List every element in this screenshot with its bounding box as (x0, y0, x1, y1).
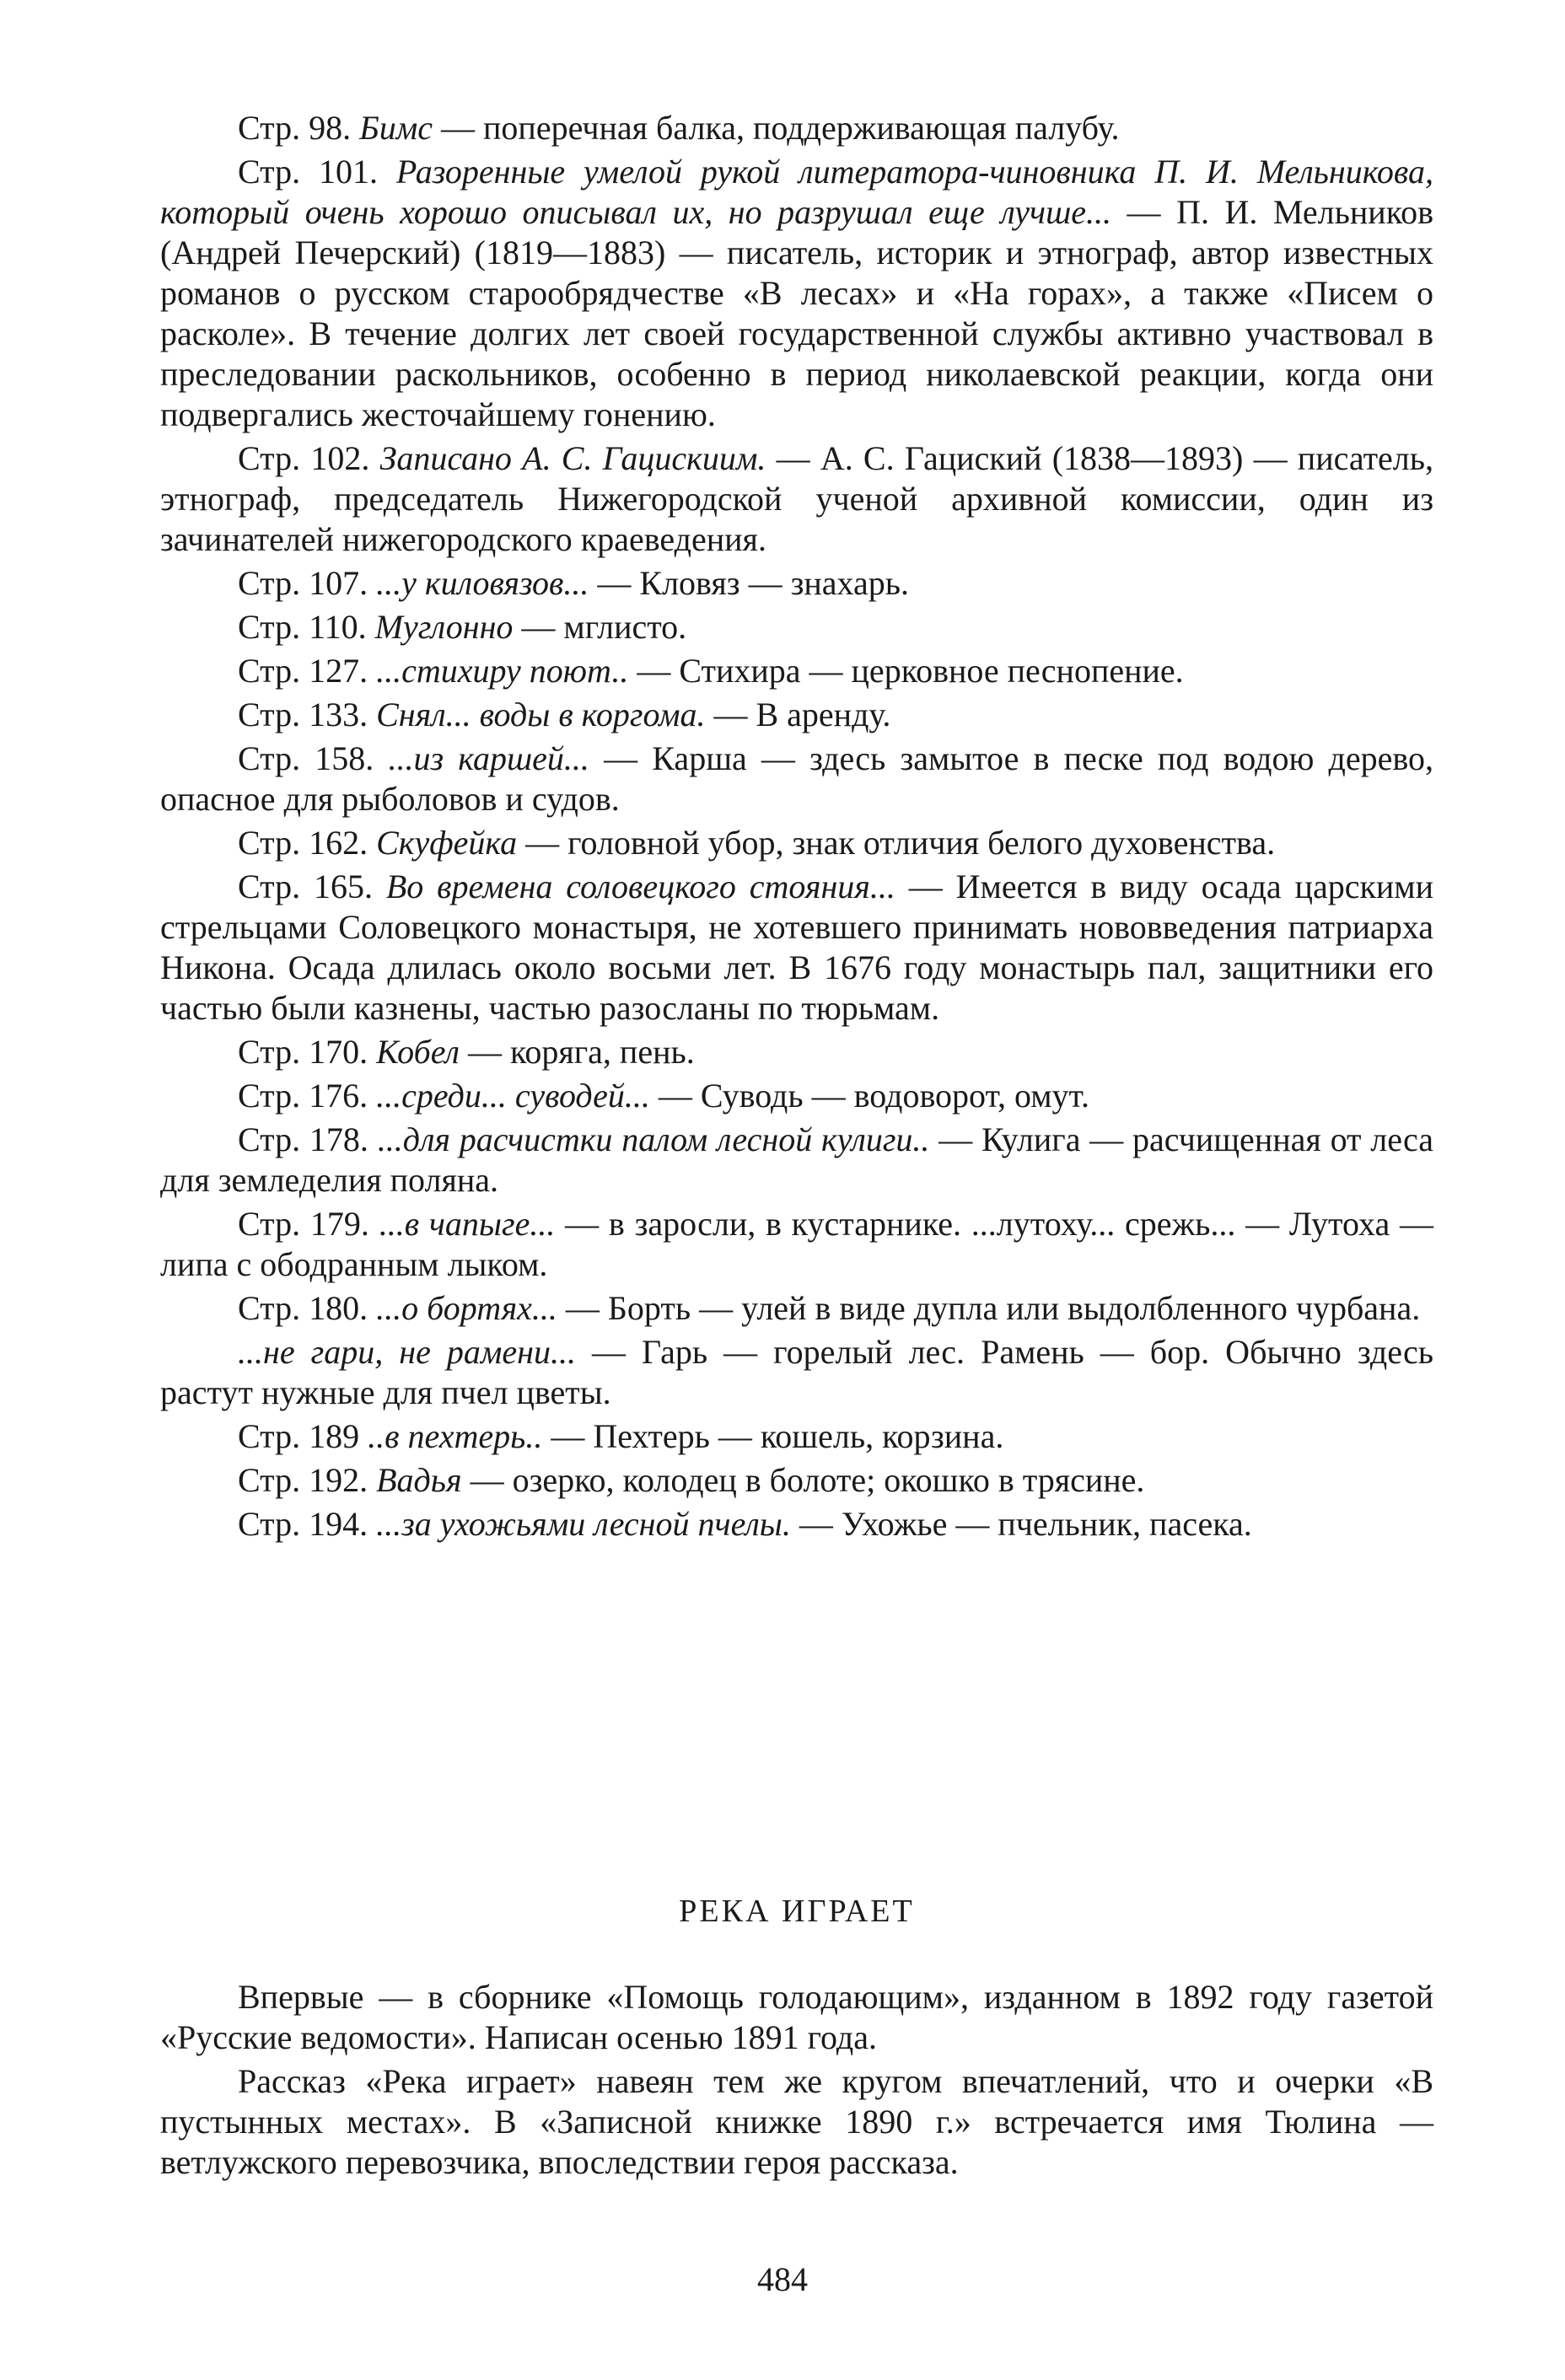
note-ref: Стр. 110. (238, 608, 367, 646)
note-ref: Стр. 162. (238, 824, 368, 862)
note-quote: ...в чапыге... (379, 1205, 556, 1243)
note-quote: ...для расчистки палом лесной кулиги.. (377, 1120, 930, 1158)
note-text: — головной убор, знак отличия белого духовенства. (517, 824, 1276, 862)
note-ref: Стр. 133. (238, 696, 368, 733)
note-paragraph (160, 438, 1433, 560)
note-paragraph (160, 1288, 1433, 1329)
note-text: — А. С. Гациский (1838—1893) — писатель, этнограф, председатель Нижегородской ученой архивной комиссии, один из зачинателей нижегородского краеведения. (160, 439, 1434, 558)
note-text: — Ухожье — пчельник, пасека. (790, 1505, 1252, 1543)
note-quote: ..в пехтерь.. (368, 1417, 543, 1455)
note-ref: Стр. 178. (238, 1120, 368, 1158)
note-quote: Кобел (376, 1033, 460, 1071)
note-text: — Карша — здесь замытое в песке под водою дерево, опасное для рыболовов и судов. (160, 739, 1434, 818)
note-paragraph (160, 1504, 1433, 1545)
note-quote: ...из каршей... (388, 739, 589, 777)
intro-paragraph: Впервые — в сборнике «Помощь голодающим», изданном в 1892 году газетой «Русские ведомости». Написан осенью 1891 года. (160, 1978, 1433, 2056)
note-paragraph (160, 1076, 1433, 1116)
note-ref: Стр. 180. (238, 1289, 368, 1327)
note-paragraph (160, 823, 1433, 863)
note-paragraph (160, 867, 1433, 1029)
note-text: — Имеется в виду осада царскими стрельцами Соловецкого монастыря, не хотевшего принимать нововведения патриарха Никона. Осада длилась около восьми лет. В 1676 году монастырь пал, защитники его частью были казнены, частью разосланы по тюрьмам. (160, 868, 1434, 1027)
note-ref: Стр. 158. (238, 739, 374, 777)
note-quote: ...о бортях... (376, 1289, 557, 1327)
note-paragraph (160, 739, 1433, 819)
note-quote: ...у киловязов... (376, 564, 589, 602)
note-quote: Снял... воды в коргома. (376, 696, 706, 733)
note-text: — Стихира — церковное песнопение. (628, 652, 1184, 690)
note-quote: ...стихиру поют.. (376, 652, 629, 690)
note-paragraph (160, 651, 1433, 691)
note-quote: ...среди... суводей... (376, 1077, 650, 1115)
note-text: — Кулига — расчищенная от леса для земледелия поляна. (160, 1120, 1434, 1199)
note-ref: Стр. 98. (238, 109, 352, 147)
note-paragraph (160, 1032, 1433, 1072)
note-quote: ...не гари, не рамени... (238, 1333, 576, 1371)
note-quote: Вадья (376, 1461, 462, 1499)
note-ref: Стр. 192. (238, 1461, 368, 1499)
note-paragraph (160, 108, 1433, 148)
note-ref: Стр. 101. (238, 153, 378, 191)
note-text: — в заросли, в кустарнике. ...лутоху... срежь... — Лутоха — липа с ободранным лыком. (160, 1205, 1433, 1283)
note-text: — Пехтерь — кошель, корзина. (542, 1417, 1004, 1455)
note-text: — мглисто. (513, 608, 687, 646)
note-ref: Стр. 189 (238, 1417, 360, 1455)
note-quote: Записано А. С. Гацискиим. (379, 439, 766, 477)
note-paragraph (160, 1120, 1433, 1201)
note-ref: Стр. 194. (238, 1505, 368, 1543)
intro-paragraph: Рассказ «Река играет» навеян тем же кругом впечатлений, что и очерки «В пустынных местах». В «Записной книжке 1890 г.» встречается имя Тюлина — ветлужского перевозчика, впоследствии героя рассказа. (160, 2062, 1433, 2181)
note-quote: Муглонно (374, 608, 514, 646)
note-quote: Бимс (359, 109, 433, 147)
note-text: — озерко, колодец в болоте; окошко в трясине. (461, 1461, 1145, 1499)
note-text: — Кловяз — знахарь. (589, 564, 910, 602)
note-ref: Стр. 165. (238, 868, 373, 905)
note-text: — поперечная балка, поддерживающая палубу. (433, 109, 1120, 147)
note-ref: Стр. 102. (238, 439, 370, 477)
note-ref: Стр. 107. (238, 564, 368, 602)
note-quote: Скуфейка (376, 824, 518, 862)
note-paragraph (160, 1416, 1433, 1457)
note-quote: Во времена соловецкого стояния... (385, 868, 895, 905)
note-text: — П. И. Мельников (Андрей Печерский) (1819—1883) — писатель, историк и этнограф, автор известных романов о русском старообрядчестве «В лесах» и «На горах», а также «Писем о расколе». В течение долгих лет своей государственной службы активно участвовал в преследовании раскольников, особенно в период николаевской реакции, когда они подвергались жесточайшему гонению. (160, 193, 1433, 433)
notes-list (160, 108, 1433, 1548)
note-text: — коряга, пень. (459, 1033, 695, 1071)
note-paragraph (160, 563, 1433, 604)
note-paragraph (160, 1204, 1433, 1285)
note-paragraph (160, 152, 1433, 435)
note-ref: Стр. 179. (238, 1205, 369, 1243)
note-paragraph (160, 607, 1433, 647)
section-heading: РЕКА ИГРАЕТ (679, 1894, 915, 1929)
note-paragraph (160, 695, 1433, 735)
page-number: 484 (757, 2260, 808, 2298)
note-text: — В аренду. (705, 696, 891, 733)
note-text: — Суводь — водоворот, омут. (649, 1077, 1090, 1115)
note-quote: Разоренные умелой рукой литератора-чиновника П. И. Мельникова, который очень хорошо описывал их, но разрушал еще лучше... (160, 153, 1433, 231)
note-ref: Стр. 127. (238, 652, 368, 690)
note-paragraph (160, 1460, 1433, 1501)
note-text: — Гарь — горелый лес. Рамень — бор. Обычно здесь растут нужные для пчел цветы. (160, 1333, 1434, 1411)
note-text: — Борть — улей в виде дупла или выдолбленного чурбана. (557, 1289, 1421, 1327)
note-quote: ...за ухожьями лесной пчелы. (376, 1505, 791, 1543)
note-ref: Стр. 176. (238, 1077, 368, 1115)
section-intro (160, 1977, 1433, 2186)
note-paragraph (160, 1332, 1433, 1413)
note-ref: Стр. 170. (238, 1033, 368, 1071)
